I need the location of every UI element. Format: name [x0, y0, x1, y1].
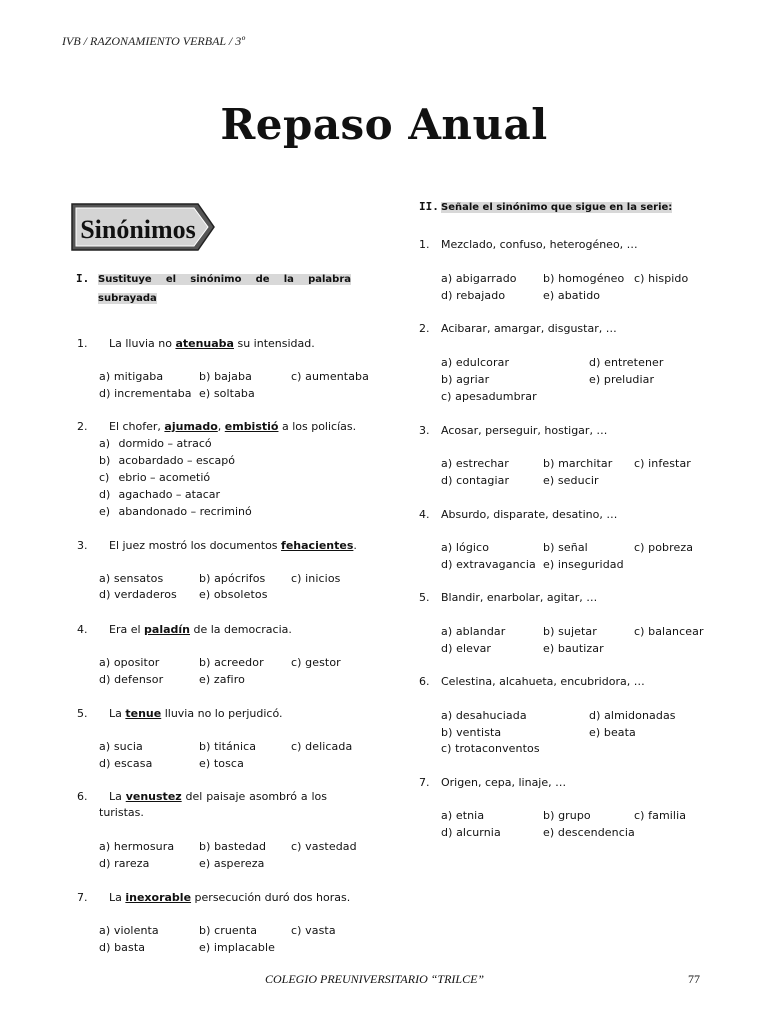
- option-b: b) señal: [543, 541, 588, 554]
- question-number: 4.: [419, 508, 430, 521]
- question-number: 2.: [77, 420, 88, 433]
- question-stem: Absurdo, disparate, desatino, …: [441, 508, 618, 521]
- option-b: b) marchitar: [543, 457, 613, 470]
- option-c: c) aumentaba: [291, 370, 369, 383]
- question-number: 1.: [419, 238, 430, 251]
- option-c: c) inicios: [291, 572, 341, 585]
- question-number: 5.: [77, 707, 88, 720]
- section-1-instruction-cont: subrayada: [98, 293, 157, 304]
- question-number: 1.: [77, 337, 88, 350]
- option-e: e) seducir: [543, 474, 599, 487]
- option-d: d) extravagancia: [441, 558, 536, 571]
- option-e: e) obsoletos: [199, 588, 268, 601]
- option-c: c) gestor: [291, 656, 341, 669]
- option-e: e) abandonado – recriminó: [99, 505, 252, 518]
- option-c: c) apesadumbrar: [441, 390, 537, 403]
- option-a: a) ablandar: [441, 625, 506, 638]
- section-2-instruction: Señale el sinónimo que sigue en la serie:: [441, 202, 673, 213]
- option-d: d) elevar: [441, 642, 492, 655]
- option-e: e) inseguridad: [543, 558, 624, 571]
- option-a: a) hermosura: [99, 840, 175, 853]
- option-a: a) desahuciada: [441, 709, 527, 722]
- option-list: [99, 437, 252, 522]
- option-c: c) vastedad: [291, 840, 357, 853]
- key-word: tenue: [125, 707, 162, 720]
- option-b: b) titánica: [199, 740, 257, 753]
- key-word: ajumado: [164, 420, 218, 433]
- option-d: d) alcurnia: [441, 826, 501, 839]
- option-a: a) edulcorar: [441, 356, 510, 369]
- option-c: c) infestar: [634, 457, 691, 470]
- key-word: embistió: [224, 420, 279, 433]
- question-number: 6.: [77, 790, 88, 803]
- section-2-number: II.: [419, 200, 439, 213]
- option-b: b) bastedad: [199, 840, 267, 853]
- option-e: e) bautizar: [543, 642, 604, 655]
- section-1-number: I.: [76, 272, 90, 285]
- page-title: Repaso Anual: [220, 100, 548, 149]
- option-d: d) almidonadas: [589, 709, 676, 722]
- question-number: 4.: [77, 623, 88, 636]
- banner-label: Sinónimos: [80, 215, 196, 244]
- option-c: c) pobreza: [634, 541, 694, 554]
- question-stem-cont: turistas.: [99, 806, 144, 819]
- option-c: c) familia: [634, 809, 687, 822]
- option-b: b) acreedor: [199, 656, 264, 669]
- option-c: c) ebrio – acometió: [99, 471, 211, 484]
- option-a: a) lógico: [441, 541, 490, 554]
- question-number: 3.: [77, 539, 88, 552]
- question-stem: Celestina, alcahueta, encubridora, …: [441, 675, 645, 688]
- option-b: b) homogéneo: [543, 272, 625, 285]
- option-d: d) rebajado: [441, 289, 506, 302]
- question-stem: Acosar, perseguir, hostigar, …: [441, 424, 608, 437]
- option-d: d) entretener: [589, 356, 664, 369]
- option-c: c) hispido: [634, 272, 689, 285]
- option-e: e) descendencia: [543, 826, 635, 839]
- key-word: paladín: [144, 623, 190, 636]
- section-2-heading: [419, 200, 672, 213]
- option-e: e) abatido: [543, 289, 601, 302]
- running-header: IVB / RAZONAMIENTO VERBAL / 3º: [62, 34, 245, 48]
- question-stem: El chofer, ajumado, embistió a los policías.: [109, 420, 357, 433]
- question-number: 5.: [419, 591, 430, 604]
- question-stem: Mezclado, confuso, heterogéneo, …: [441, 238, 638, 251]
- question-number: 7.: [419, 776, 430, 789]
- option-c: c) vasta: [291, 924, 336, 937]
- section-1-heading: [76, 272, 351, 304]
- option-a: a) violenta: [99, 924, 159, 937]
- option-e: e) beata: [589, 726, 636, 739]
- option-d: d) defensor: [99, 673, 164, 686]
- option-d: d) escasa: [99, 757, 153, 770]
- option-e: e) soltaba: [199, 387, 255, 400]
- sinonimos-banner: [70, 202, 216, 252]
- option-a: a) estrechar: [441, 457, 509, 470]
- option-d: d) incrementaba: [99, 387, 192, 400]
- option-a: a) opositor: [99, 656, 160, 669]
- question-stem: La lluvia no atenuaba su intensidad.: [109, 337, 315, 350]
- question-stem: El juez mostró los documentos fehacientes.: [109, 539, 357, 552]
- option-c: c) trotaconventos: [441, 742, 540, 755]
- option-b: b) bajaba: [199, 370, 252, 383]
- option-c: c) balancear: [634, 625, 704, 638]
- key-word: venustez: [125, 790, 182, 803]
- question-stem: La tenue lluvia no lo perjudicó.: [109, 707, 283, 720]
- option-b: b) grupo: [543, 809, 591, 822]
- option-b: b) apócrifos: [199, 572, 266, 585]
- question-stem: La inexorable persecución duró dos horas.: [109, 891, 351, 904]
- key-word: fehacientes: [281, 539, 354, 552]
- option-e: e) zafiro: [199, 673, 245, 686]
- option-a: a) etnia: [441, 809, 485, 822]
- footer-school-name: COLEGIO PREUNIVERSITARIO “TRILCE”: [265, 972, 485, 986]
- option-a: a) sensatos: [99, 572, 164, 585]
- option-b: b) acobardado – escapó: [99, 454, 235, 467]
- option-b: b) agriar: [441, 373, 490, 386]
- question-number: 2.: [419, 322, 430, 335]
- question-number: 6.: [419, 675, 430, 688]
- option-d: d) rareza: [99, 857, 150, 870]
- option-b: b) ventista: [441, 726, 502, 739]
- key-word: atenuaba: [175, 337, 234, 350]
- option-a: a) abigarrado: [441, 272, 517, 285]
- option-c: c) delicada: [291, 740, 353, 753]
- key-word: inexorable: [125, 891, 192, 904]
- option-e: e) aspereza: [199, 857, 265, 870]
- option-a: a) sucia: [99, 740, 143, 753]
- question-number: 7.: [77, 891, 88, 904]
- section-1-instruction: Sustituye el sinónimo de la palabra: [98, 274, 351, 285]
- question-stem: La venustez del paisaje asombró a los: [109, 790, 327, 803]
- option-a: a) mitigaba: [99, 370, 164, 383]
- option-d: d) basta: [99, 941, 146, 954]
- option-d: d) contagiar: [441, 474, 510, 487]
- option-d: d) verdaderos: [99, 588, 177, 601]
- option-b: b) sujetar: [543, 625, 597, 638]
- question-number: 3.: [419, 424, 430, 437]
- option-b: b) cruenta: [199, 924, 258, 937]
- question-stem: Origen, cepa, linaje, …: [441, 776, 567, 789]
- option-a: a) dormido – atracó: [99, 437, 212, 450]
- question-stem: Era el paladín de la democracia.: [109, 623, 292, 636]
- question-stem: Acibarar, amargar, disgustar, …: [441, 322, 617, 335]
- option-e: e) implacable: [199, 941, 276, 954]
- option-e: e) tosca: [199, 757, 244, 770]
- option-d: d) agachado – atacar: [99, 488, 221, 501]
- page-number: 77: [688, 972, 700, 986]
- option-e: e) preludiar: [589, 373, 655, 386]
- question-stem: Blandir, enarbolar, agitar, …: [441, 591, 598, 604]
